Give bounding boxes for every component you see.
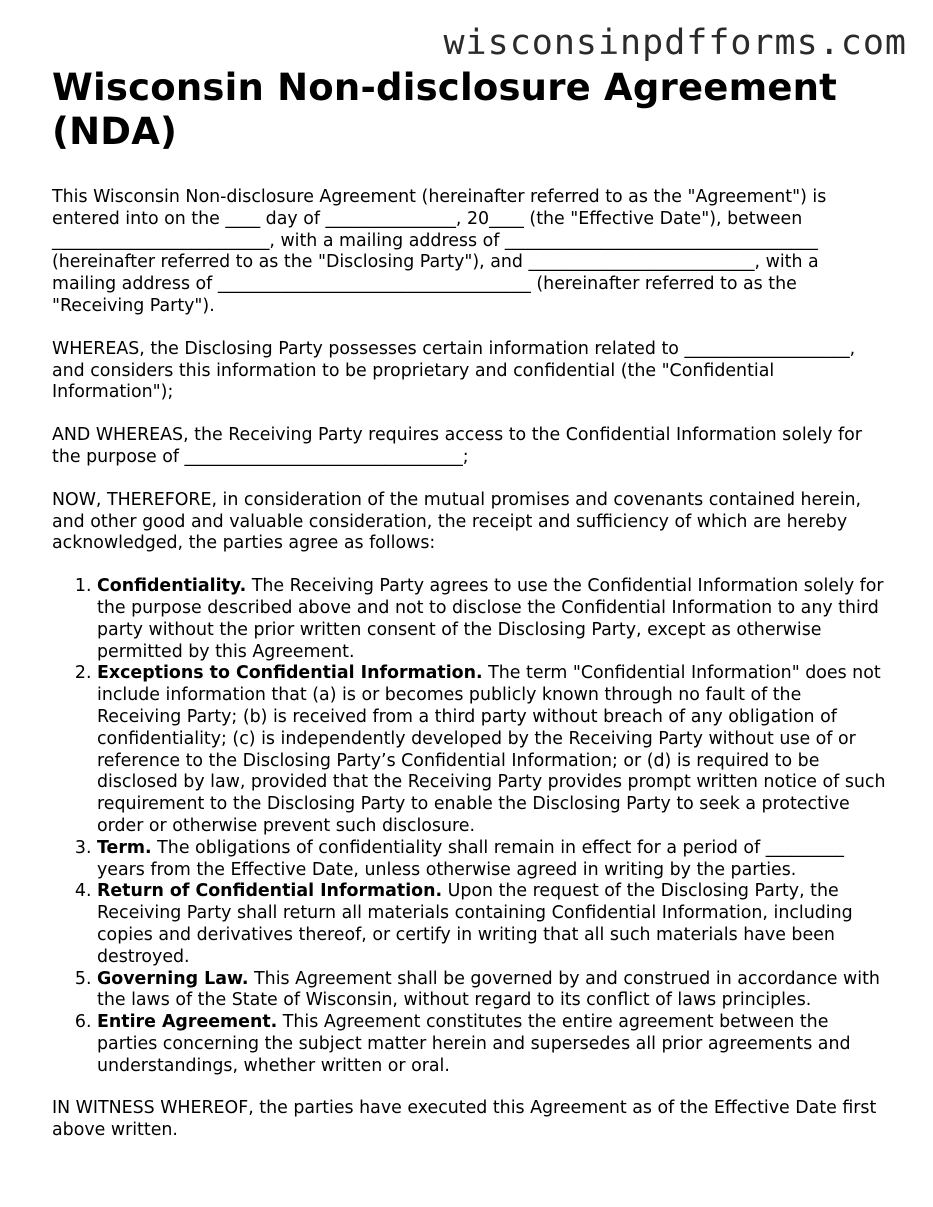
intro-paragraph: This Wisconsin Non-disclosure Agreement (hereinafter referred to as the "Agreement") is entered into on the ____ day of _______________, 20____ (the "Effective Date"), between _________________________, with a mailing address of ____________________________________ (hereinafter referred to as the "Disclosing Party"), and __________________________, with a mailing address of ____________________________________ (hereinafter referred to as the "Receiving Party"). <box>52 187 827 316</box>
clause-text: The obligations of confidentiality shall remain in effect for a period of _________ years from the Effective Date, unless otherwise agreed in writing by the parties. <box>97 837 844 880</box>
clause-text: Upon the request of the Disclosing Party, the Receiving Party shall return all materials containing Confidential Information, including copies and derivatives thereof, or certify in writing that all such materials have been destroyed. <box>97 881 853 967</box>
clause-text: The term "Confidential Information" does not include information that (a) is or becomes publicly known through no fault of the Receiving Party; (b) is received from a third party without breach of any obligation of confidentiality; (c) is independently developed by the Receiving Party without use of or reference to the Disclosing Party’s Confidential Information; or (d) is required to be disclosed by law, provided that the Receiving Party provides prompt written notice of such requirement to the Disclosing Party to enable the Disclosing Party to seek a protective order or otherwise prevent such disclosure. <box>97 663 886 836</box>
clause-heading: Exceptions to Confidential Information. <box>97 663 483 684</box>
clause-text: The Receiving Party agrees to use the Confidential Information solely for the purpose described above and not to disclose the Confidential Information to any third party without the prior written consent of the Disclosing Party, except as otherwise permitted by this Agreement. <box>97 576 884 662</box>
clause-list <box>52 576 886 1077</box>
and-whereas-paragraph: AND WHEREAS, the Receiving Party requires access to the Confidential Information solely for the purpose of ________________________________; <box>52 425 862 467</box>
clause-heading: Term. <box>97 837 152 858</box>
clause-text: This Agreement shall be governed by and construed in accordance with the laws of the State of Wisconsin, without regard to its conflict of laws principles. <box>97 968 880 1011</box>
clause-heading: Governing Law. <box>97 968 249 989</box>
clause-term <box>97 838 886 882</box>
whereas-paragraph: WHEREAS, the Disclosing Party possesses certain information related to ___________________, and considers this information to be proprietary and confidential (the "Confidential Information"); <box>52 338 856 403</box>
watermark: wisconsinpdfforms.com <box>443 23 907 63</box>
clause-heading: Return of Confidential Information. <box>97 881 443 902</box>
clause-confidentiality <box>97 576 886 663</box>
clause-heading: Confidentiality. <box>97 576 247 597</box>
clause-return <box>97 881 886 968</box>
document-page <box>52 66 886 1142</box>
clause-entire-agreement <box>97 1012 886 1077</box>
clause-heading: Entire Agreement. <box>97 1012 278 1033</box>
clause-exceptions <box>97 663 886 837</box>
witness-paragraph: IN WITNESS WHEREOF, the parties have executed this Agreement as of the Effective Date first above written. <box>52 1098 877 1141</box>
clause-governing-law <box>97 969 886 1013</box>
document-title: Wisconsin Non-disclosure Agreement (NDA) <box>52 66 838 153</box>
clause-text: This Agreement constitutes the entire agreement between the parties concerning the subject matter herein and supersedes all prior agreements and understandings, whether written or oral. <box>97 1012 851 1076</box>
now-therefore-paragraph: NOW, THEREFORE, in consideration of the mutual promises and covenants contained herein, and other good and valuable consideration, the receipt and sufficiency of which are hereby acknowledged, the parties agree as follows: <box>52 489 862 554</box>
